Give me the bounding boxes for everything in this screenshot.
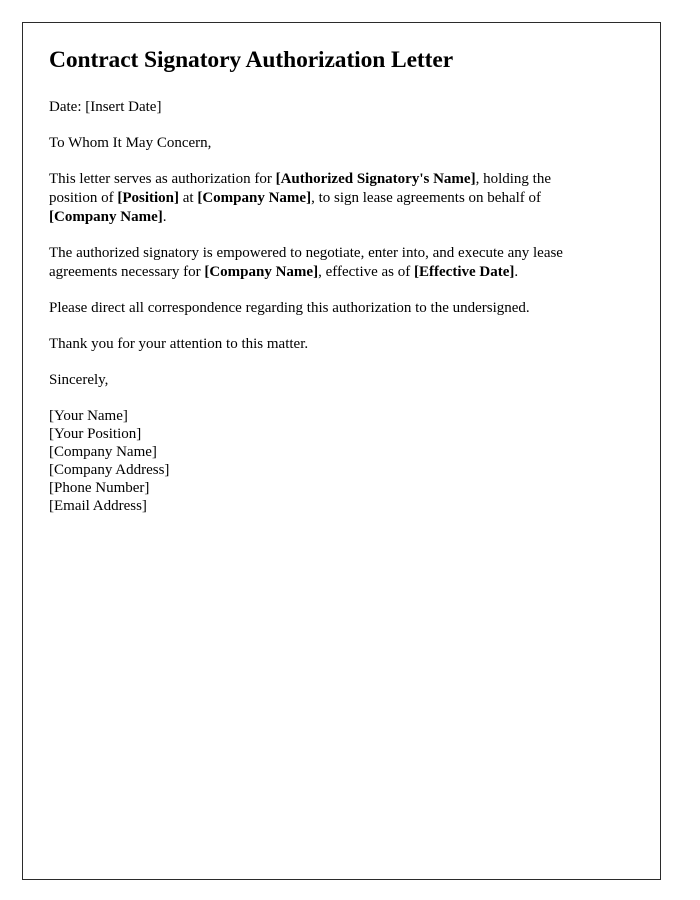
auth-text-3: at — [179, 190, 198, 207]
placeholder-effective-date: [Effective Date] — [414, 264, 515, 281]
empower-text-3: . — [514, 264, 519, 281]
correspondence-paragraph: Please direct all correspondence regarding this authorization to the undersigned. — [49, 300, 530, 317]
placeholder-company-name-1: [Company Name] — [197, 190, 312, 207]
empower-text-2: , effective as of — [318, 264, 415, 281]
placeholder-your-position: [Your Position] — [49, 426, 142, 443]
placeholder-company-address: [Company Address] — [49, 462, 170, 479]
date-line: Date: [Insert Date] — [49, 99, 162, 116]
empower-text-1: The authorized signatory is empowered to negotiate, enter into, and execute any lease agreements necessary for — [49, 245, 563, 281]
placeholder-company-name-2: [Company Name] — [49, 209, 163, 226]
auth-text-5: . — [162, 209, 167, 226]
placeholder-company-name-3: [Company Name] — [204, 264, 319, 281]
auth-text-1: This letter serves as authorization for — [49, 171, 276, 188]
placeholder-signature-company-name: [Company Name] — [49, 444, 157, 461]
document-body — [49, 47, 602, 515]
thank-you-paragraph: Thank you for your attention to this matter. — [49, 336, 309, 353]
page-title: Contract Signatory Authorization Letter — [49, 47, 454, 73]
closing-line: Sincerely, — [49, 372, 109, 389]
placeholder-your-name: [Your Name] — [49, 408, 128, 425]
placeholder-email-address: [Email Address] — [49, 498, 147, 515]
placeholder-position: [Position] — [117, 190, 180, 207]
document-page — [22, 22, 661, 880]
auth-text-4: , to sign lease agreements on behalf of — [311, 190, 542, 207]
placeholder-signatory-name: [Authorized Signatory's Name] — [275, 171, 476, 188]
signature-block — [49, 407, 602, 515]
salutation: To Whom It May Concern, — [49, 135, 212, 152]
empowerment-paragraph — [49, 244, 602, 282]
placeholder-phone-number: [Phone Number] — [49, 480, 150, 497]
auth-text-2: , holding the position of — [49, 171, 551, 207]
authorization-paragraph — [49, 170, 602, 227]
